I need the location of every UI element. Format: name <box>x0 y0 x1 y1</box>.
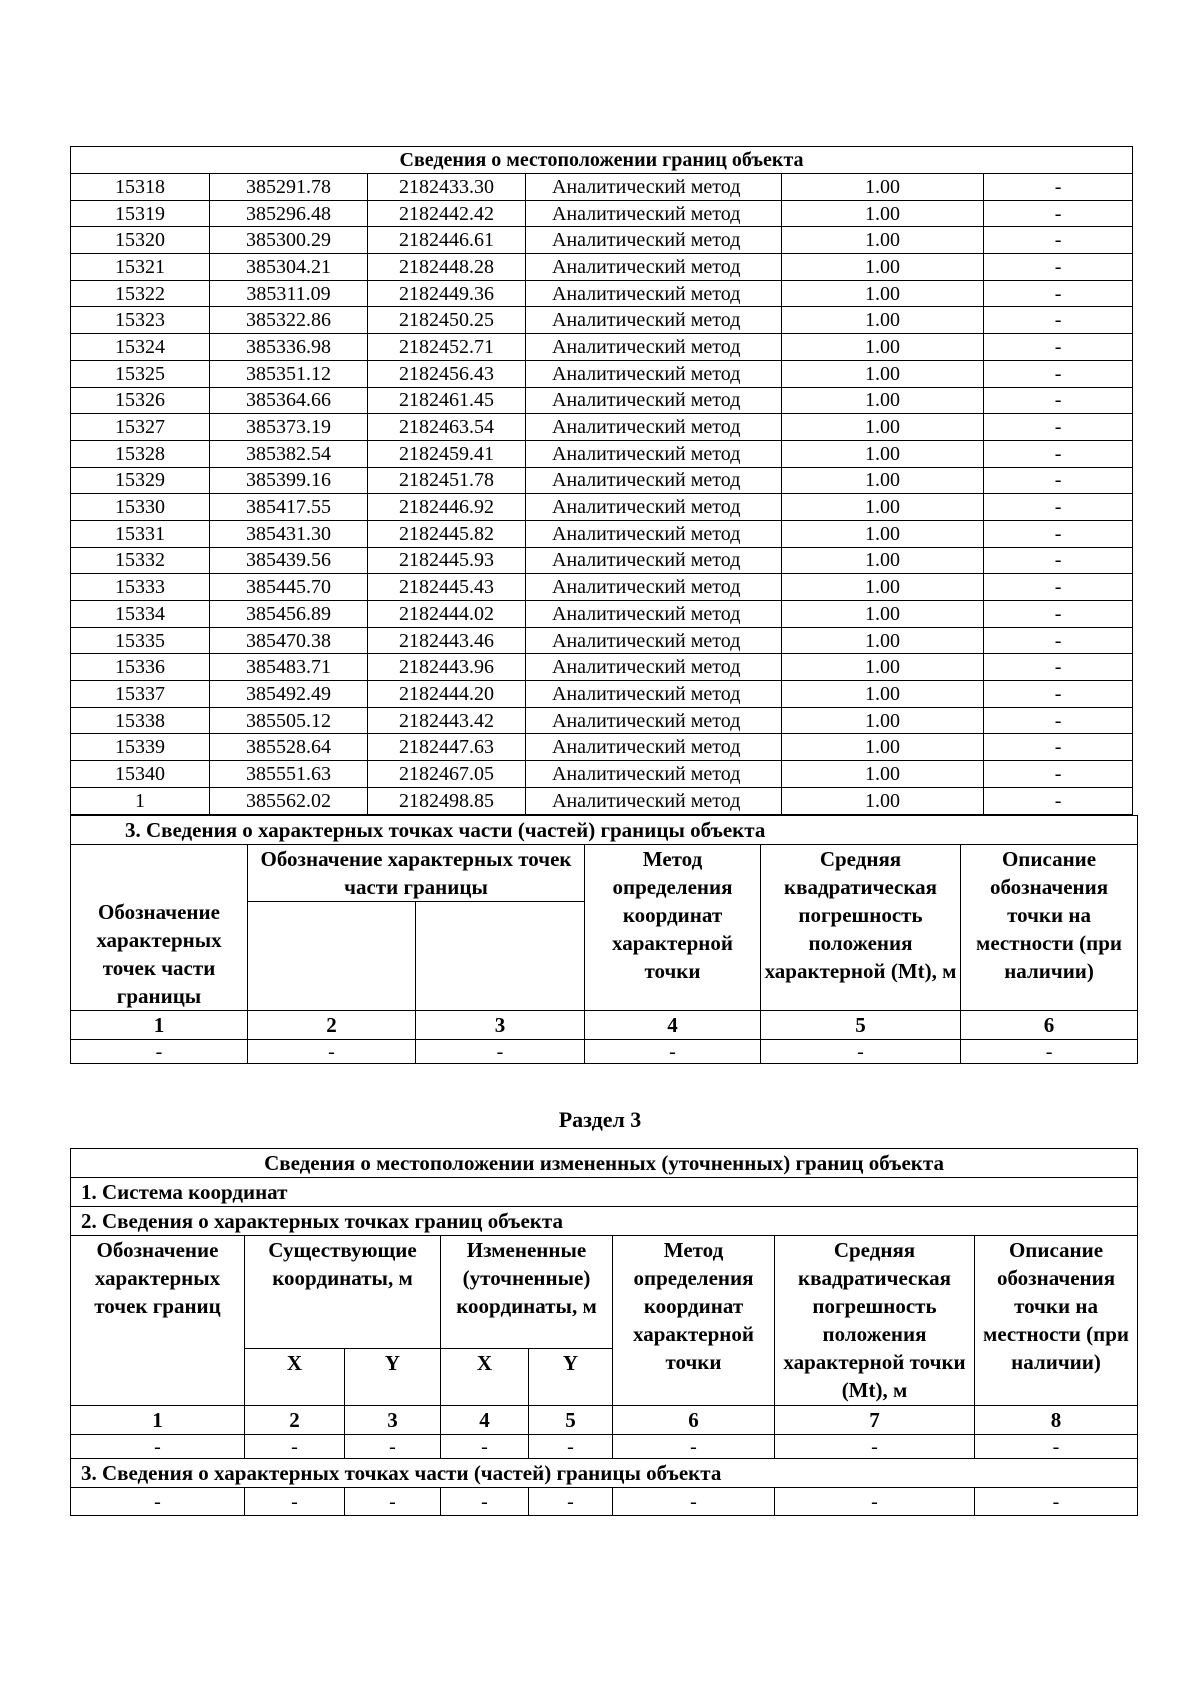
y-coordinate-cell: 2182446.92 <box>368 494 526 521</box>
column-number: 1 <box>71 1011 248 1040</box>
x-coordinate-cell: 385439.56 <box>210 547 368 574</box>
table-title: Сведения о местоположении границ объекта <box>71 147 1133 174</box>
x-coordinate-cell: 385492.49 <box>210 681 368 708</box>
point-number-cell: 15320 <box>71 227 210 254</box>
table-cell: - <box>529 1435 613 1459</box>
header-description: Описание обозначения точки на местности (при наличии) <box>975 1236 1138 1406</box>
column-number: 3 <box>416 1011 585 1040</box>
description-cell: - <box>984 280 1133 307</box>
points-info-row: 2. Сведения о характерных точках границ объекта <box>71 1207 1138 1236</box>
table-cell: - <box>345 1488 441 1516</box>
point-number-cell: 15323 <box>71 307 210 334</box>
part-points-row: 3. Сведения о характерных точках части (частей) границы объекта <box>71 1459 1138 1488</box>
mean-error-cell: 1.00 <box>782 174 984 201</box>
table-row <box>71 761 1133 788</box>
point-number-cell: 15329 <box>71 467 210 494</box>
table-row <box>71 227 1133 254</box>
table-row <box>71 734 1133 761</box>
mean-error-cell: 1.00 <box>782 787 984 814</box>
header-sub-empty <box>416 902 585 1011</box>
method-cell: Аналитический метод <box>526 227 782 254</box>
y-coordinate-cell: 2182443.46 <box>368 627 526 654</box>
table-title: Сведения о местоположении измененных (уточненных) границ объекта <box>71 1149 1138 1178</box>
column-number: 5 <box>529 1406 613 1435</box>
table-row <box>71 520 1133 547</box>
method-cell: Аналитический метод <box>526 761 782 788</box>
header-changed-coords: Измененные (уточненные) координаты, м <box>441 1236 613 1349</box>
header-point-designation: Обозначение характерных точек части границы <box>71 845 248 1011</box>
point-number-cell: 15321 <box>71 254 210 281</box>
table-row <box>71 627 1133 654</box>
method-cell: Аналитический метод <box>526 494 782 521</box>
table-row <box>71 174 1133 201</box>
table-row <box>71 601 1133 628</box>
method-cell: Аналитический метод <box>526 387 782 414</box>
y-coordinate-cell: 2182456.43 <box>368 360 526 387</box>
description-cell: - <box>984 227 1133 254</box>
method-cell: Аналитический метод <box>526 601 782 628</box>
description-cell: - <box>984 334 1133 361</box>
mean-error-cell: 1.00 <box>782 761 984 788</box>
description-cell: - <box>984 734 1133 761</box>
y-coordinate-cell: 2182451.78 <box>368 467 526 494</box>
description-cell: - <box>984 547 1133 574</box>
mean-error-cell: 1.00 <box>782 654 984 681</box>
mean-error-cell: 1.00 <box>782 227 984 254</box>
table-cell: - <box>441 1488 529 1516</box>
description-cell: - <box>984 627 1133 654</box>
mean-error-cell: 1.00 <box>782 440 984 467</box>
description-cell: - <box>984 200 1133 227</box>
table-cell: - <box>416 1040 585 1064</box>
table-cell: - <box>345 1435 441 1459</box>
column-number: 8 <box>975 1406 1138 1435</box>
y-coordinate-cell: 2182445.43 <box>368 574 526 601</box>
table-cell: - <box>761 1040 961 1064</box>
description-cell: - <box>984 601 1133 628</box>
point-number-cell: 15327 <box>71 414 210 441</box>
table-cell: - <box>585 1040 761 1064</box>
point-number-cell: 15337 <box>71 681 210 708</box>
y-coordinate-cell: 2182446.61 <box>368 227 526 254</box>
y-coordinate-cell: 2182442.42 <box>368 200 526 227</box>
point-number-cell: 15332 <box>71 547 210 574</box>
changed-boundaries-table <box>70 1148 1138 1516</box>
table-cell: - <box>613 1488 775 1516</box>
table-row <box>71 547 1133 574</box>
header-description: Описание обозначения точки на местности (при наличии) <box>961 845 1138 1011</box>
description-cell: - <box>984 681 1133 708</box>
table-cell: - <box>248 1040 416 1064</box>
table-cell: - <box>775 1435 975 1459</box>
x-coordinate-cell: 385382.54 <box>210 440 368 467</box>
description-cell: - <box>984 174 1133 201</box>
description-cell: - <box>984 654 1133 681</box>
column-number: 7 <box>775 1406 975 1435</box>
column-number: 2 <box>245 1406 345 1435</box>
mean-error-cell: 1.00 <box>782 547 984 574</box>
mean-error-cell: 1.00 <box>782 520 984 547</box>
table-cell: - <box>613 1435 775 1459</box>
method-cell: Аналитический метод <box>526 174 782 201</box>
description-cell: - <box>984 494 1133 521</box>
method-cell: Аналитический метод <box>526 280 782 307</box>
description-cell: - <box>984 387 1133 414</box>
x-coordinate-cell: 385399.16 <box>210 467 368 494</box>
column-number: 6 <box>613 1406 775 1435</box>
column-number: 2 <box>248 1011 416 1040</box>
description-cell: - <box>984 440 1133 467</box>
mean-error-cell: 1.00 <box>782 627 984 654</box>
x-coordinate-cell: 385551.63 <box>210 761 368 788</box>
point-number-cell: 15334 <box>71 601 210 628</box>
point-number-cell: 15324 <box>71 334 210 361</box>
point-number-cell: 15330 <box>71 494 210 521</box>
table-row <box>71 307 1133 334</box>
table-row <box>71 574 1133 601</box>
y-coordinate-cell: 2182444.02 <box>368 601 526 628</box>
header-method: Метод определения координат характерной точки <box>613 1236 775 1406</box>
header-sub-empty <box>248 902 416 1011</box>
mean-error-cell: 1.00 <box>782 734 984 761</box>
boundary-points-table <box>70 146 1133 815</box>
table-row <box>71 654 1133 681</box>
point-number-cell: 15339 <box>71 734 210 761</box>
x-coordinate-cell: 385296.48 <box>210 200 368 227</box>
table-cell: - <box>529 1488 613 1516</box>
part-boundary-points-table <box>70 815 1138 1064</box>
method-cell: Аналитический метод <box>526 307 782 334</box>
mean-error-cell: 1.00 <box>782 414 984 441</box>
description-cell: - <box>984 467 1133 494</box>
mean-error-cell: 1.00 <box>782 387 984 414</box>
table-row <box>71 254 1133 281</box>
method-cell: Аналитический метод <box>526 467 782 494</box>
x-coordinate-cell: 385351.12 <box>210 360 368 387</box>
point-number-cell: 15319 <box>71 200 210 227</box>
method-cell: Аналитический метод <box>526 654 782 681</box>
section-heading: Раздел 3 <box>558 1107 642 1132</box>
table-row <box>71 280 1133 307</box>
header-y: Y <box>345 1349 441 1406</box>
table-cell: - <box>975 1488 1138 1516</box>
x-coordinate-cell: 385336.98 <box>210 334 368 361</box>
mean-error-cell: 1.00 <box>782 254 984 281</box>
y-coordinate-cell: 2182463.54 <box>368 414 526 441</box>
section-title: 3. Сведения о характерных точках части (частей) границы объекта <box>71 816 1138 845</box>
column-number: 4 <box>585 1011 761 1040</box>
point-number-cell: 15325 <box>71 360 210 387</box>
point-number-cell: 15340 <box>71 761 210 788</box>
mean-error-cell: 1.00 <box>782 707 984 734</box>
x-coordinate-cell: 385291.78 <box>210 174 368 201</box>
table-cell: - <box>961 1040 1138 1064</box>
x-coordinate-cell: 385322.86 <box>210 307 368 334</box>
y-coordinate-cell: 2182459.41 <box>368 440 526 467</box>
header-x: X <box>245 1349 345 1406</box>
method-cell: Аналитический метод <box>526 440 782 467</box>
method-cell: Аналитический метод <box>526 334 782 361</box>
mean-error-cell: 1.00 <box>782 467 984 494</box>
method-cell: Аналитический метод <box>526 734 782 761</box>
description-cell: - <box>984 787 1133 814</box>
description-cell: - <box>984 360 1133 387</box>
y-coordinate-cell: 2182452.71 <box>368 334 526 361</box>
method-cell: Аналитический метод <box>526 360 782 387</box>
header-existing-coords: Существующие координаты, м <box>245 1236 441 1349</box>
x-coordinate-cell: 385431.30 <box>210 520 368 547</box>
mean-error-cell: 1.00 <box>782 494 984 521</box>
y-coordinate-cell: 2182443.42 <box>368 707 526 734</box>
column-number: 4 <box>441 1406 529 1435</box>
y-coordinate-cell: 2182445.93 <box>368 547 526 574</box>
table-row <box>71 200 1133 227</box>
table-row <box>71 387 1133 414</box>
y-coordinate-cell: 2182445.82 <box>368 520 526 547</box>
description-cell: - <box>984 761 1133 788</box>
description-cell: - <box>984 574 1133 601</box>
point-number-cell: 15326 <box>71 387 210 414</box>
coordinate-system-row: 1. Система координат <box>71 1178 1138 1207</box>
x-coordinate-cell: 385562.02 <box>210 787 368 814</box>
table-cell: - <box>245 1435 345 1459</box>
x-coordinate-cell: 385528.64 <box>210 734 368 761</box>
method-cell: Аналитический метод <box>526 787 782 814</box>
method-cell: Аналитический метод <box>526 707 782 734</box>
point-number-cell: 15335 <box>71 627 210 654</box>
y-coordinate-cell: 2182448.28 <box>368 254 526 281</box>
y-coordinate-cell: 2182447.63 <box>368 734 526 761</box>
table-cell: - <box>975 1435 1138 1459</box>
table-cell: - <box>775 1488 975 1516</box>
table-row <box>71 334 1133 361</box>
header-y: Y <box>529 1349 613 1406</box>
mean-error-cell: 1.00 <box>782 200 984 227</box>
table-cell: - <box>71 1435 245 1459</box>
mean-error-cell: 1.00 <box>782 334 984 361</box>
description-cell: - <box>984 520 1133 547</box>
x-coordinate-cell: 385417.55 <box>210 494 368 521</box>
y-coordinate-cell: 2182443.96 <box>368 654 526 681</box>
x-coordinate-cell: 385445.70 <box>210 574 368 601</box>
description-cell: - <box>984 307 1133 334</box>
y-coordinate-cell: 2182467.05 <box>368 761 526 788</box>
table-row <box>71 787 1133 814</box>
method-cell: Аналитический метод <box>526 547 782 574</box>
y-coordinate-cell: 2182449.36 <box>368 280 526 307</box>
x-coordinate-cell: 385311.09 <box>210 280 368 307</box>
x-coordinate-cell: 385483.71 <box>210 654 368 681</box>
x-coordinate-cell: 385470.38 <box>210 627 368 654</box>
method-cell: Аналитический метод <box>526 520 782 547</box>
table-cell: - <box>245 1488 345 1516</box>
point-number-cell: 15328 <box>71 440 210 467</box>
x-coordinate-cell: 385364.66 <box>210 387 368 414</box>
x-coordinate-cell: 385456.89 <box>210 601 368 628</box>
table-cell: - <box>441 1435 529 1459</box>
point-number-cell: 15331 <box>71 520 210 547</box>
method-cell: Аналитический метод <box>526 254 782 281</box>
mean-error-cell: 1.00 <box>782 280 984 307</box>
method-cell: Аналитический метод <box>526 200 782 227</box>
x-coordinate-cell: 385304.21 <box>210 254 368 281</box>
x-coordinate-cell: 385373.19 <box>210 414 368 441</box>
header-point-designation: Обозначение характерных точек границ <box>71 1236 245 1406</box>
method-cell: Аналитический метод <box>526 681 782 708</box>
header-method: Метод определения координат характерной точки <box>585 845 761 1011</box>
x-coordinate-cell: 385300.29 <box>210 227 368 254</box>
y-coordinate-cell: 2182450.25 <box>368 307 526 334</box>
mean-error-cell: 1.00 <box>782 601 984 628</box>
column-number: 3 <box>345 1406 441 1435</box>
mean-error-cell: 1.00 <box>782 360 984 387</box>
column-number: 1 <box>71 1406 245 1435</box>
mean-error-cell: 1.00 <box>782 681 984 708</box>
table-row <box>71 360 1133 387</box>
mean-error-cell: 1.00 <box>782 574 984 601</box>
description-cell: - <box>984 414 1133 441</box>
y-coordinate-cell: 2182444.20 <box>368 681 526 708</box>
table-row <box>71 681 1133 708</box>
header-part-points-group: Обозначение характерных точек части границы <box>248 845 585 902</box>
method-cell: Аналитический метод <box>526 574 782 601</box>
point-number-cell: 15338 <box>71 707 210 734</box>
column-number: 6 <box>961 1011 1138 1040</box>
point-number-cell: 15318 <box>71 174 210 201</box>
point-number-cell: 15333 <box>71 574 210 601</box>
table-cell: - <box>71 1488 245 1516</box>
point-number-cell: 15336 <box>71 654 210 681</box>
point-number-cell: 1 <box>71 787 210 814</box>
description-cell: - <box>984 254 1133 281</box>
method-cell: Аналитический метод <box>526 627 782 654</box>
header-x: X <box>441 1349 529 1406</box>
y-coordinate-cell: 2182461.45 <box>368 387 526 414</box>
mean-error-cell: 1.00 <box>782 307 984 334</box>
description-cell: - <box>984 707 1133 734</box>
table-row <box>71 707 1133 734</box>
table-cell: - <box>71 1040 248 1064</box>
point-number-cell: 15322 <box>71 280 210 307</box>
table-row <box>71 494 1133 521</box>
header-mean-error: Средняя квадратическая погрешность положения характерной (Mt), м <box>761 845 961 1011</box>
y-coordinate-cell: 2182433.30 <box>368 174 526 201</box>
table-row <box>71 440 1133 467</box>
column-number: 5 <box>761 1011 961 1040</box>
method-cell: Аналитический метод <box>526 414 782 441</box>
table-row <box>71 414 1133 441</box>
y-coordinate-cell: 2182498.85 <box>368 787 526 814</box>
x-coordinate-cell: 385505.12 <box>210 707 368 734</box>
table-row <box>71 467 1133 494</box>
header-mean-error: Средняя квадратическая погрешность положения характерной точки (Mt), м <box>775 1236 975 1406</box>
